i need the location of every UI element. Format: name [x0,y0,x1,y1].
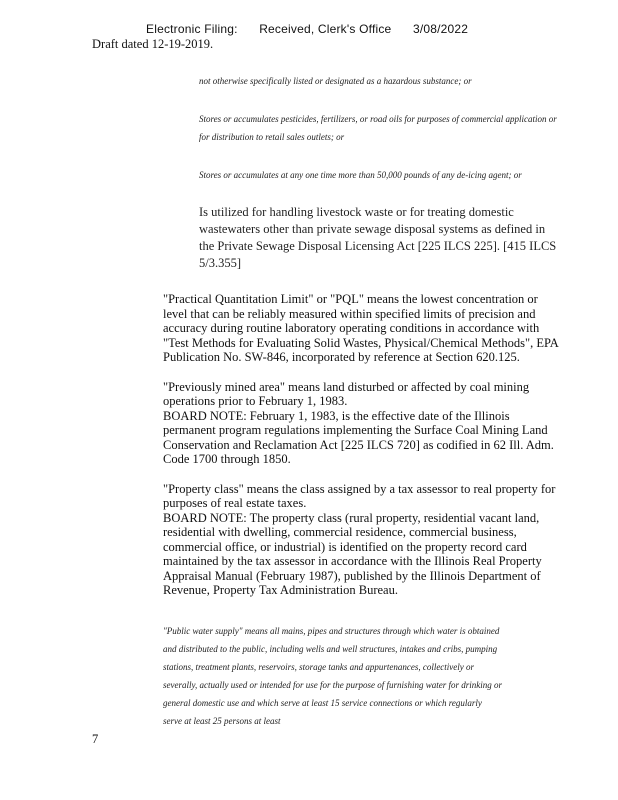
definition-property-class [163,482,563,598]
definition-text: "Previously mined area" means land disturbed or affected by coal mining operations prior to February 1, 1983. [163,379,530,408]
definition-text: "Practical Quantitation Limit" or "PQL" means the lowest concentration or level that can be reliably measured within specified limits of precision and accuracy during routine laboratory operating conditions in accordance with "Test Methods for Evaluating Solid Wastes, Physical/Chemical Methods", EPA Publication No. SW-846, incorporated by reference at Section 620.125. [163,292,559,364]
page-number: 7 [92,732,99,746]
list-item: not otherwise specifically listed or designated as a hazardous substance; or [199,76,472,86]
definitions-section [163,292,563,613]
board-note: BOARD NOTE: February 1, 1983, is the effective date of the Illinois permanent program regulations implementing the Surface Coal Mining Land Conservation and Reclamation Act [225 ILCS 720] as codified in 62 Ill. Adm. Code 1700 through 1850. [163,408,554,466]
filing-label: Electronic Filing: [146,22,238,36]
definition-text: "Property class" means the class assigned by a tax assessor to real property for purposes of real estate taxes. [163,481,556,510]
draft-date: Draft dated 12-19-2019. [92,37,214,51]
definition-previously-mined [163,380,563,467]
definition-text: "Public water supply" means all mains, pipes and structures through which water is obtained and distributed to the public, including wells and well structures, intakes and cribs, pumping stations, treatment plants, reservoirs, storage tanks and appurtenances, collectively or severally, actually used or intended for use for the purpose of furnishing water for drinking or general domestic use and which serve at least 15 service connections or which regularly serve at least 25 persons at least [163,626,502,726]
list-item: Is utilized for handling livestock waste or for treating domestic wastewaters other than private sewage disposal systems as defined in the Private Sewage Disposal Licensing Act [225 ILCS 225]. [415 ILCS 5/3.355] [199,205,557,270]
filing-date: 3/08/2022 [412,22,469,36]
list-item: Stores or accumulates at any one time more than 50,000 pounds of any de-icing agent; or [199,170,522,180]
definition-public-water-supply [163,622,503,730]
definition-pql [163,292,563,365]
filing-header [146,22,486,36]
received-label: Received, Clerk's Office [259,22,392,36]
list-item: Stores or accumulates pesticides, fertilizers, or road oils for purposes of commercial application or for distribution to retail sales outlets; or [199,114,557,142]
board-note: BOARD NOTE: The property class (rural property, residential vacant land, residential with dwelling, commercial residence, commercial business, commercial office, or industrial) is identified on the property record card maintained by the tax assessor in accordance with the Illinois Real Property Appraisal Manual (February 1987), published by the Illinois Department of Revenue, Property Tax Administration Bureau. [163,510,542,597]
hazard-list [199,72,559,292]
